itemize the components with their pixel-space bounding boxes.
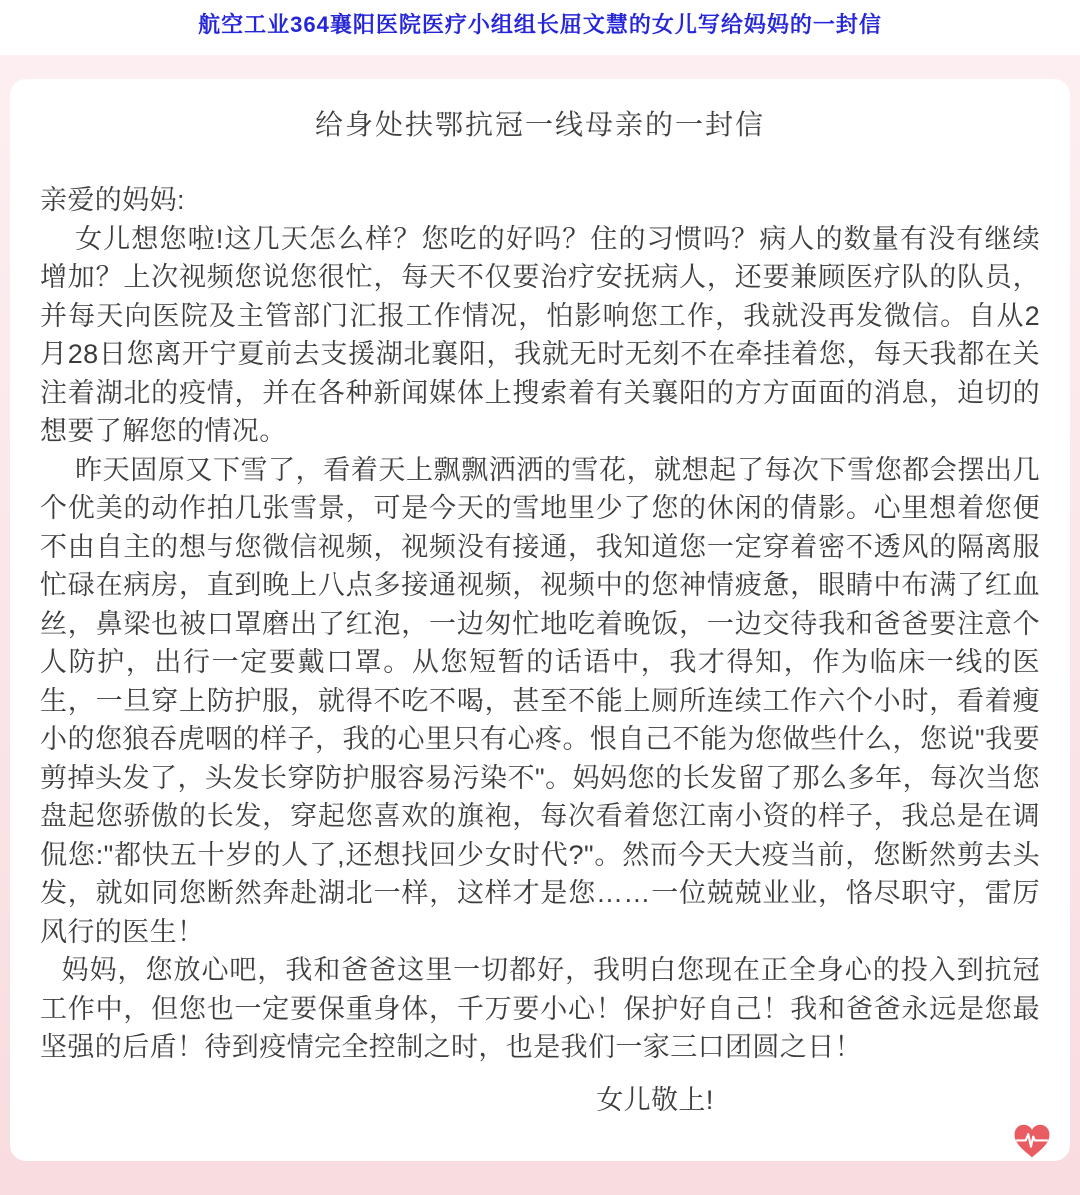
article-title: 航空工业364襄阳医院医疗小组组长屈文慧的女儿写给妈妈的一封信: [198, 12, 882, 37]
letter-salutation: 亲爱的妈妈:: [40, 185, 185, 215]
letter-signature: 女儿敬上!: [596, 1084, 714, 1115]
letter-paragraph: 妈妈，您放心吧，我和爸爸这里一切都好，我明白您现在正全身心的投入到抗冠工作中，但您也一定要保重身体，千万要小心！保护好自己！我和爸爸永远是您最坚强的后盾！待到疫情完全控制之时，也是我们一家三口团圆之日！: [40, 955, 1040, 1062]
heartbeat-heart-icon: [1012, 1121, 1052, 1161]
letter-card: [10, 79, 1070, 1161]
article-header: [0, 0, 1080, 55]
letter-background: [0, 55, 1080, 1195]
letter-paragraph: 昨天固原又下雪了，看着天上飘飘洒洒的雪花，就想起了每次下雪您都会摆出几个优美的动作拍几张雪景，可是今天的雪地里少了您的休闲的倩影。心里想着您便不由自主的想与您微信视频，视频没有接通，我知道您一定穿着密不透风的隔离服忙碌在病房，直到晚上八点多接通视频，视频中的您神情疲惫，眼睛中布满了红血丝，鼻梁也被口罩磨出了红泡，一边匆忙地吃着晚饭，一边交待我和爸爸要注意个人防护，出行一定要戴口罩。从您短暂的话语中，我才得知，作为临床一线的医生，一旦穿上防护服，就得不吃不喝，甚至不能上厕所连续工作六个小时，看着瘦小的您狼吞虎咽的样子，我的心里只有心疼。恨自己不能为您做些什么，您说"我要剪掉头发了，头发长穿防护服容易污染不"。妈妈您的长发留了那么多年，每次当您盘起您骄傲的长发，穿起您喜欢的旗袍，每次看着您江南小资的样子，我总是在调侃您:"都快五十岁的人了,还想找回少女时代?"。然而今天大疫当前，您断然剪去头发，就如同您断然奔赴湖北一样，这样才是您……一位兢兢业业，恪尽职守，雷厉风行的医生！: [40, 454, 1040, 947]
letter-title: 给身处扶鄂抗冠一线母亲的一封信: [314, 109, 765, 140]
letter-paragraph: 女儿想您啦!这几天怎么样？您吃的好吗？住的习惯吗？病人的数量有没有继续增加？上次视频您说您很忙，每天不仅要治疗安抚病人，还要兼顾医疗队的队员，并每天向医院及主管部门汇报工作情况，怕影响您工作，我就没再发微信。自从2月28日您离开宁夏前去支援湖北襄阳，我就无时无刻不在牵挂着您，每天我都在关注着湖北的疫情，并在各种新闻媒体上搜索着有关襄阳的方方面面的消息，迫切的想要了解您的情况。: [40, 223, 1040, 446]
